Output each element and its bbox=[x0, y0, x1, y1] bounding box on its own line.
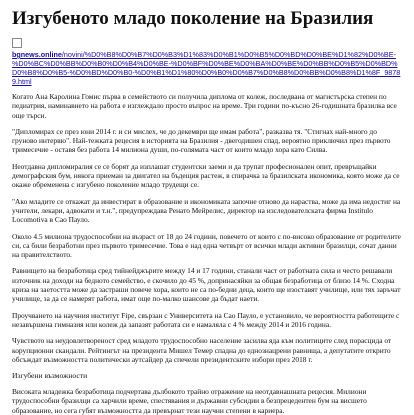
source-row bbox=[12, 36, 402, 48]
source-domain: bgnews.online bbox=[12, 50, 62, 59]
paragraph-5: Около 4.5 милиона трудоспособни на възраст от 18 до 24 години, повечето от които с по-високо образование от родителите си, са били безработни през първото тримесечие. Това е над една четвърт от всички млади активни бразилци, сочат данни на правителството. bbox=[12, 231, 401, 260]
paragraph-9: Високата младежка безработица подчертава дълбокото трайно отражение на неотдавнашната рецесия. Милиони трудоспособни бразилци са харчили време, спестявания и държавни субсидии в безпрецедентен бум на висшето образование, но сега губят възможността да превърнат тези научни степени в кариера. bbox=[12, 387, 367, 415]
image-placeholder-icon bbox=[12, 38, 22, 48]
paragraph-8: Чувството на неудовлетвореност сред младото трудоспособно население засилва яда към политиците след порасцида от корупционни скандали. Рейтингът на президента Мишел Темер спадна до еднознацрени равнища, а депутатите открито обсъждат възможността политически аутсайдер да спечели президентските избори през 2018 г. bbox=[12, 336, 392, 364]
paragraph-3: Неотдавна дипломиралия се се борят да изплашат студентски заеми и да трупат професионален опит, превръщайки демографския бум, някога приеман за двигател на бъдещия растеж, в спирачка за бразилската икономика, която може да се окаже обременена с изгубено поколение младо трудещи се. bbox=[12, 161, 400, 190]
article-title: Изгубеното младо поколение на Бразилия bbox=[12, 8, 374, 29]
section-subheading: Изгубени възможности bbox=[12, 371, 88, 381]
paragraph-4: "Ако младите се откажат да инвестират в образование и икономиката започне отново да нараства, може да има недостиг на учители, лекари, адвокати и т.н.", предупреждава Ренато Мейрелис, директор на изследователската фирма Institulo Locomotiva в Сао Пауло. bbox=[12, 196, 401, 225]
paragraph-1: Когато Ана Каролина Гомис първа в семейството си получила диплома от колеж, последвана от магистърска степен по педиатрия, наминавнето на работа е изглеждало просто въпрос на време. Три години по-късно 26-годишната бразилка все още търси. bbox=[12, 92, 397, 120]
paragraph-2: "Дипломирах се през юни 2014 г. и си мислех, че до декември ще имам работа", разказва тя. "Стигнах най-много до груново интервю". Най-тежката рецесия в историята на Бразилия - двегодишен спад, вероятно приключил през първото тримесечие - оставя без работа 14 милиона души, по-голямата част от които младо хора като Силва. bbox=[12, 126, 391, 155]
source-link[interactable] bbox=[12, 50, 402, 86]
source-path: /novini/%D0%B8%D0%B7%D0%B3%D1%83%D0%B1%D0%B5%D0%BD%D0%BE%D1%82%D0%BE-%D0%BC%D0%BB%D0%B0%D0%B4%D0%BE-%D0%BF%D0%BE%D0%BA%D0%BE%D0%BB%D0%B5%D0%BD%D0%B8%D0%B5-%D0%BD%D0%B0-%D0%B1%D1%80%D0%B0%D0%B7%D0%B8%D0%BB%D0%B8%D1%8F_98789.html bbox=[12, 50, 401, 86]
paragraph-6: Равнището на безработица сред тийнейджърите между 14 и 17 години, станали част от работната сила и често решавали източник на доходи на бедното семейство, е скочило до 45 %, допринасяйки за общая безработица от близо 14 %. Сходна криза на заетостта може да застраши повече хора, които не са по-бедни деца, които ще изоставят училище, или тях заръчат училище, за да се намерят работа, имат още по-малко шансове да бъдат наети. bbox=[12, 266, 401, 304]
paragraph-7: Проучването на научния институт Fipe, свързан с Университета на Сао Пауло, е установило, че вероятността работещите с незавършена гимназия или колеж да запазят работата си е намаляла с 4 % между 2014 и 2016 година. bbox=[12, 310, 400, 329]
